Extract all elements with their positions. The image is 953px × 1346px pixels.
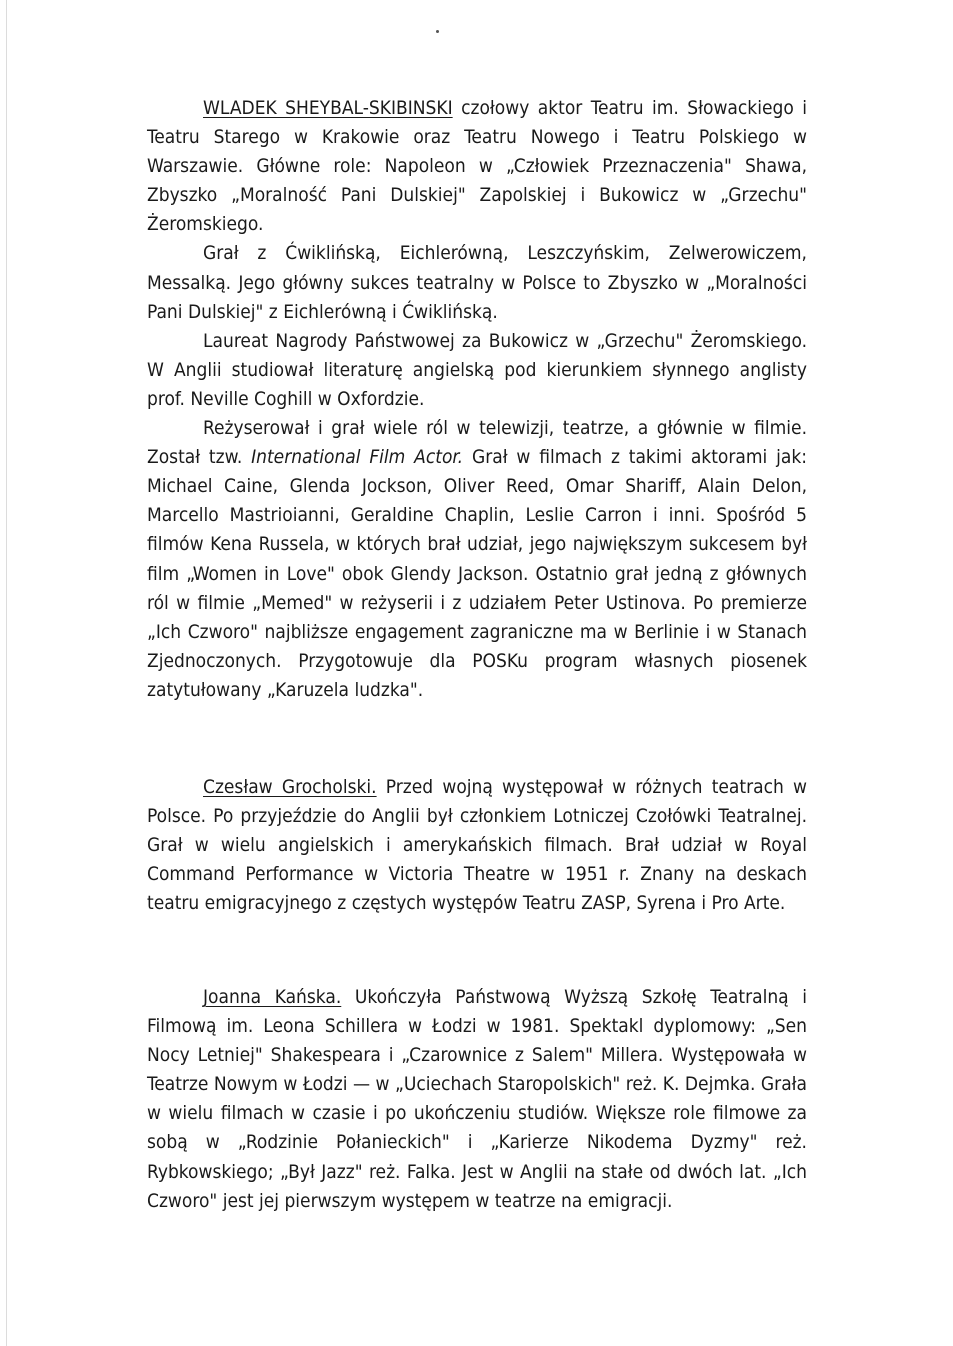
bio-text: Ukończyła Państwową Wyższą Szkołę Teatralną i Filmową im. Leona Schillera w Łodzi w 1981. Spektakl dyplomowy: „Sen Nocy Letniej" Shakespeara i „Czarownice z Salem" Millera. Występowała w Teatrze Nowym w Łodzi — w „Uciechach Staropolskich" reż. K. Dejmka. Grała w wielu filmach w czasie i po ukończeniu studiów. Większe role filmowe za sobą w „Rodzinie Połanieckich" i „Karierze Nikodema Dyzmy" reż. Rybkowskiego; „Był Jazz" reż. Falka. Jest w Anglii na stałe od dwóch lat. „Ich Czworo" jest jej pierwszym występem w teatrze na emigracji.	[147, 986, 807, 1212]
bio-paragraph	[147, 983, 807, 1216]
bio-sheybal	[147, 94, 807, 705]
bio-kanska	[147, 983, 807, 1216]
bio-text: czołowy aktor Teatru im. Słowackiego i Teatru Starego w Krakowie oraz Teatru Nowego i Teatru Polskiego w Warszawie. Główne role: Napoleon w „Człowiek Przeznaczenia" Shawa, Zbyszko „Moralność Pani Dulskiej" Zapolskiej i Bukowicz w „Grzechu" Żeromskiego.	[147, 97, 807, 236]
bio-text: Przed wojną występował w różnych teatrach w Polsce. Po przyjeździe do Anglii był członkiem Lotniczej Czołówki Teatralnej. Grał w wielu angielskich i amerykańskich filmach. Brał udział w Royal Command Performance w Victoria Theatre w 1951 r. Znany na deskach teatru emigracyjnego z częstych występów Teatru ZASP, Syrena i Pro Arte.	[147, 776, 807, 915]
bio-text: Reżyserował i grał wiele ról w telewizji, teatrze, a głównie w filmie. Został tzw.	[147, 417, 807, 469]
bio-name: WLADEK SHEYBAL-SKIBINSKI	[203, 97, 453, 119]
bio-paragraph: Grał z Ćwiklińską, Eichlerówną, Leszczyńskim, Zelwerowiczem, Messalką. Jego główny sukces teatralny w Polsce to Zbyszko w „Moralności Pani Dulskiej" z Eichlerówną i Ćwiklińską.	[147, 242, 807, 323]
bio-name: Joanna Kańska.	[203, 986, 342, 1008]
bio-italic-term: International Film Actor.	[251, 446, 464, 469]
bio-paragraph: Laureat Nagrody Państwowej za Bukowicz w „Grzechu" Żeromskiego. W Anglii studiował literaturę angielską pod kierunkiem słynnego anglisty prof. Neville Coghill w Oxfordzie.	[147, 329, 807, 410]
bio-grocholski	[147, 773, 807, 918]
bio-text: Grał w filmach z takimi aktorami jak: Michael Caine, Glenda Jockson, Oliver Reed, Omar Shariff, Alain Delon, Marcello Mastrioianni, Geraldine Chaplin, Leslie Carron i inni. Spośród 5 filmów Kena Russela, w których brał udział, jego największym sukcesem był film „Women in Love" obok Glendy Jackson. Ostatnio grał jedną z głównych ról w filmie „Memed" w reżyserii i z udziałem Peter Ustinova. Po premierze „Ich Czworo" najbliższe engagement zagraniczne ma w Berlinie i w Stanach Zjednoczonych. Przygotowuje dla POSKu program własnych piosenek zatytułowany „Karuzela ludzka".	[147, 446, 807, 701]
bio-paragraph	[147, 414, 807, 705]
bio-paragraph	[147, 773, 807, 918]
bio-name: Czesław Grocholski.	[203, 776, 377, 798]
bio-paragraph	[147, 94, 807, 239]
scan-speck	[436, 30, 439, 33]
scan-edge-line	[6, 0, 7, 1346]
